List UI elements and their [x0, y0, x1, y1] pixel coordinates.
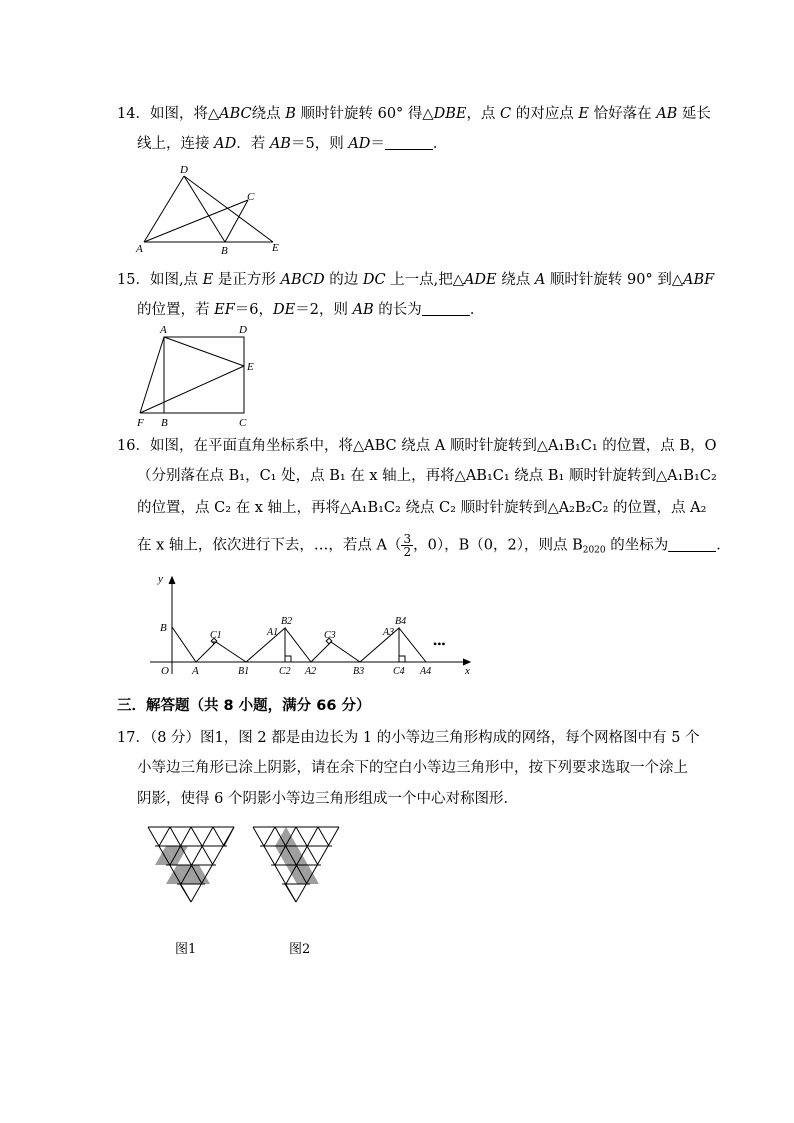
section-3-heading: 三．解答题（共 8 小题，满分 66 分）: [117, 698, 371, 714]
q15-label-C: C: [239, 417, 247, 429]
q15-label-D: D: [239, 324, 247, 336]
q14-label-D: D: [180, 164, 188, 176]
q15-label-B: B: [161, 417, 168, 429]
q16-label-A1: A1: [267, 627, 279, 638]
q14-line1: 14．如图，将△ABC绕点 B 顺时针旋转 60° 得△DBE，点 C 的对应点 E 恰好落在 AB 延长: [117, 106, 711, 122]
q16-label-B: B: [160, 622, 167, 634]
q14-label-B: B: [221, 245, 228, 255]
q16-label-A4: A4: [420, 666, 432, 677]
q16-label-B1: B1: [238, 666, 250, 677]
q16-label-C3: C3: [324, 630, 336, 641]
q16-label-B2: B2: [281, 616, 293, 627]
q17-figure-1: [146, 825, 236, 921]
q17-figure-1-caption: 图1: [175, 942, 197, 957]
q16-label-C2: C2: [279, 666, 291, 677]
q16-line1: 16．如图，在平面直角坐标系中，将△ABC 绕点 A 顺时针旋转到△A₁B₁C₁ 的位置，点 B，O: [117, 438, 717, 454]
q16-label-B3: B3: [353, 666, 365, 677]
q17-line3: 阴影，使得 6 个阴影小等边三角形组成一个中心对称图形．: [137, 791, 518, 807]
fraction-3-2: $\frac{3}{2}$: [403, 532, 412, 559]
q15-label-F: F: [137, 417, 144, 429]
q15-answer-blank[interactable]: [422, 301, 470, 316]
q15-label-A: A: [160, 324, 167, 336]
q14-answer-blank[interactable]: [385, 135, 433, 150]
q14-label-A: A: [136, 243, 143, 255]
q16-label-O: O: [161, 665, 169, 677]
q15-figure: [132, 322, 262, 430]
q16-line4: 在 x 轴上，依次进行下去，…，若点 A（ $\frac{3}{2}$ ，0），B（0，2），则点 $B_{2020}$ 的坐标为 ．: [137, 532, 731, 559]
q16-label-C1: C1: [210, 630, 222, 641]
q16-label-x: x: [465, 665, 470, 677]
q16-dots: •••: [433, 637, 446, 651]
q17-figure-2: [251, 825, 341, 921]
q16-line2: （分别落在点 B₁，C₁ 处，点 B₁ 在 x 轴上，再将△AB₁C₁ 绕点 B₁ 顺时针旋转到△A₁B₁C₂: [137, 468, 717, 484]
q16-label-C4: C4: [393, 666, 405, 677]
q15-label-E: E: [247, 361, 254, 373]
q17-line1: 17．（8 分）图1，图 2 都是由边长为 1 的小等边三角形构成的网络，每个网格图中有 5 个: [117, 730, 700, 746]
q16-label-y: y: [158, 573, 163, 585]
q14-label-E: E: [272, 242, 279, 254]
q17-figure-2-caption: 图2: [289, 942, 311, 957]
q16-label-B4: B4: [395, 616, 407, 627]
q14-line2: 线上，连接 AD．若 AB＝5，则 AD＝ ．: [137, 136, 448, 152]
q16-line3: 的位置，点 C₂ 在 x 轴上，再将△A₁B₁C₂ 绕点 C₂ 顺时针旋转到△A₂B₂C₂ 的位置，点 A₂: [137, 500, 707, 516]
q16-figure: [150, 568, 485, 680]
q14-label-C: C: [247, 191, 255, 203]
q16-answer-blank[interactable]: [668, 537, 716, 552]
q16-label-A3: A3: [383, 627, 395, 638]
q15-line2: 的位置，若 EF＝6，DE＝2，则 AB 的长为 ．: [137, 302, 485, 318]
q16-label-A2: A2: [305, 666, 317, 677]
q16-label-A: A: [192, 665, 199, 677]
q15-line1: 15．如图,点 E 是正方形 ABCD 的边 DC 上一点,把△ADE 绕点 A 顺时针旋转 90° 到△ABF: [117, 272, 715, 288]
q17-line2: 小等边三角形已涂上阴影，请在余下的空白小等边三角形中，按下列要求选取一个涂上: [137, 760, 688, 776]
q14-figure: [130, 160, 290, 255]
